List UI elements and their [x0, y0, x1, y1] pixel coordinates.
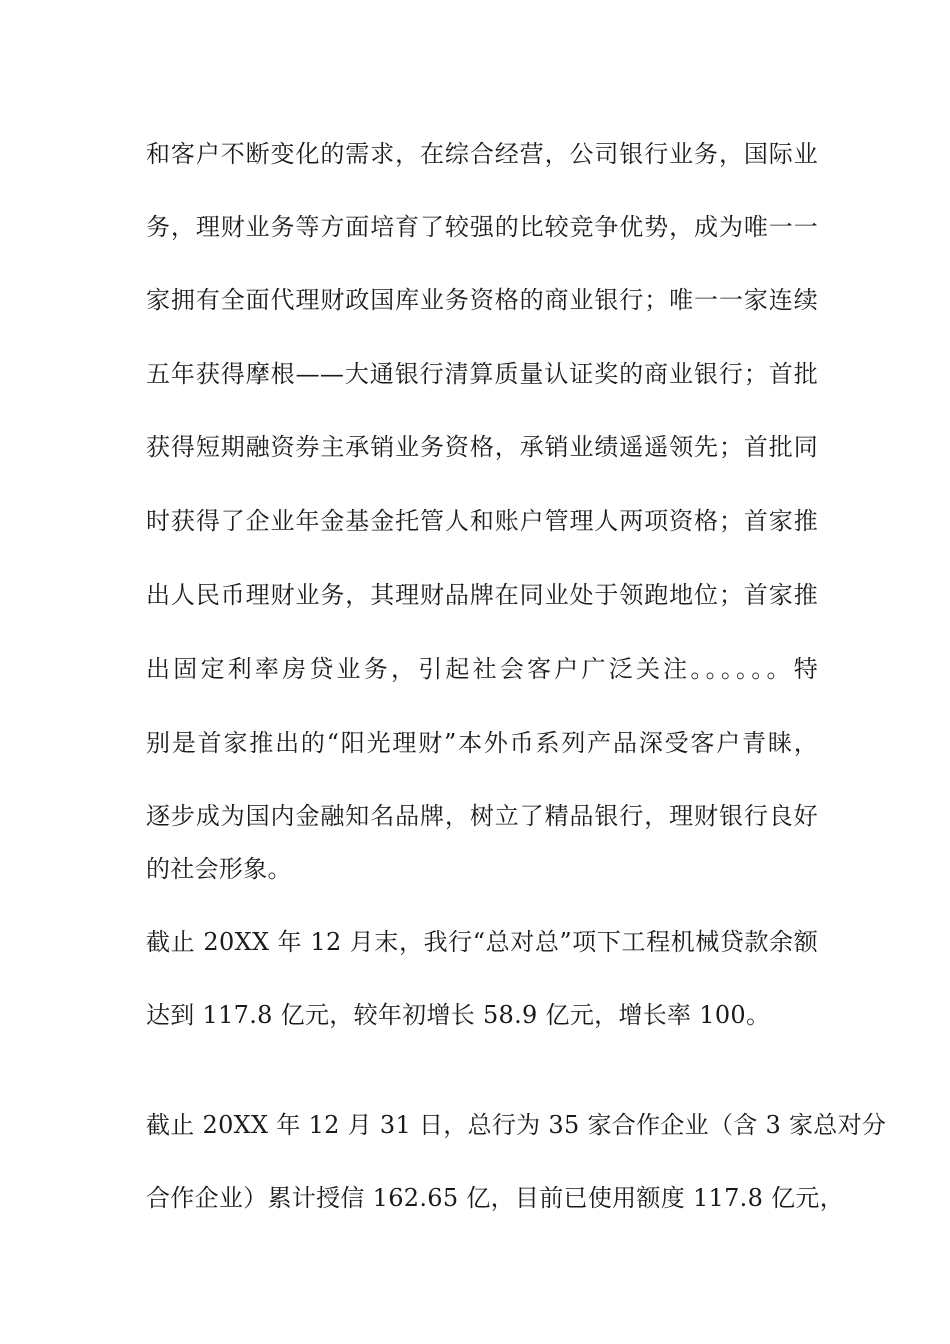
text-line: 逐步成为国内金融知名品牌，树立了精品银行，理财银行良好 — [146, 802, 818, 830]
text-line: 务，理财业务等方面培育了较强的比较竞争优势，成为唯一一 — [146, 213, 818, 241]
text-line: 出人民币理财业务，其理财品牌在同业处于领跑地位；首家推 — [146, 581, 818, 609]
text-line: 家拥有全面代理财政国库业务资格的商业银行；唯一一家连续 — [146, 286, 818, 314]
text-line: 出固定利率房贷业务，引起社会客户广泛关注。。。。。。特 — [146, 655, 818, 683]
text-line: 获得短期融资券主承销业务资格，承销业绩遥遥领先；首批同 — [146, 433, 818, 461]
text-line: 截止 20XX 年 12 月末，我行“总对总”项下工程机械贷款余额 — [146, 928, 818, 956]
text-line: 合作企业）累计授信 162.65 亿，目前已使用额度 117.8 亿元， — [146, 1184, 844, 1212]
text-line: 截止 20XX 年 12 月 31 日，总行为 35 家合作企业（含 3 家总对分 — [146, 1111, 887, 1139]
text-line: 和客户不断变化的需求，在综合经营，公司银行业务，国际业 — [146, 140, 818, 168]
text-line: 别是首家推出的“阳光理财”本外币系列产品深受客户青睐， — [146, 729, 818, 757]
text-line: 达到 117.8 亿元，较年初增长 58.9 亿元，增长率 100。 — [146, 1001, 771, 1029]
text-line: 五年获得摩根——大通银行清算质量认证奖的商业银行；首批 — [146, 360, 818, 388]
text-line: 的社会形象。 — [146, 855, 292, 883]
text-line: 时获得了企业年金基金托管人和账户管理人两项资格；首家推 — [146, 507, 818, 535]
